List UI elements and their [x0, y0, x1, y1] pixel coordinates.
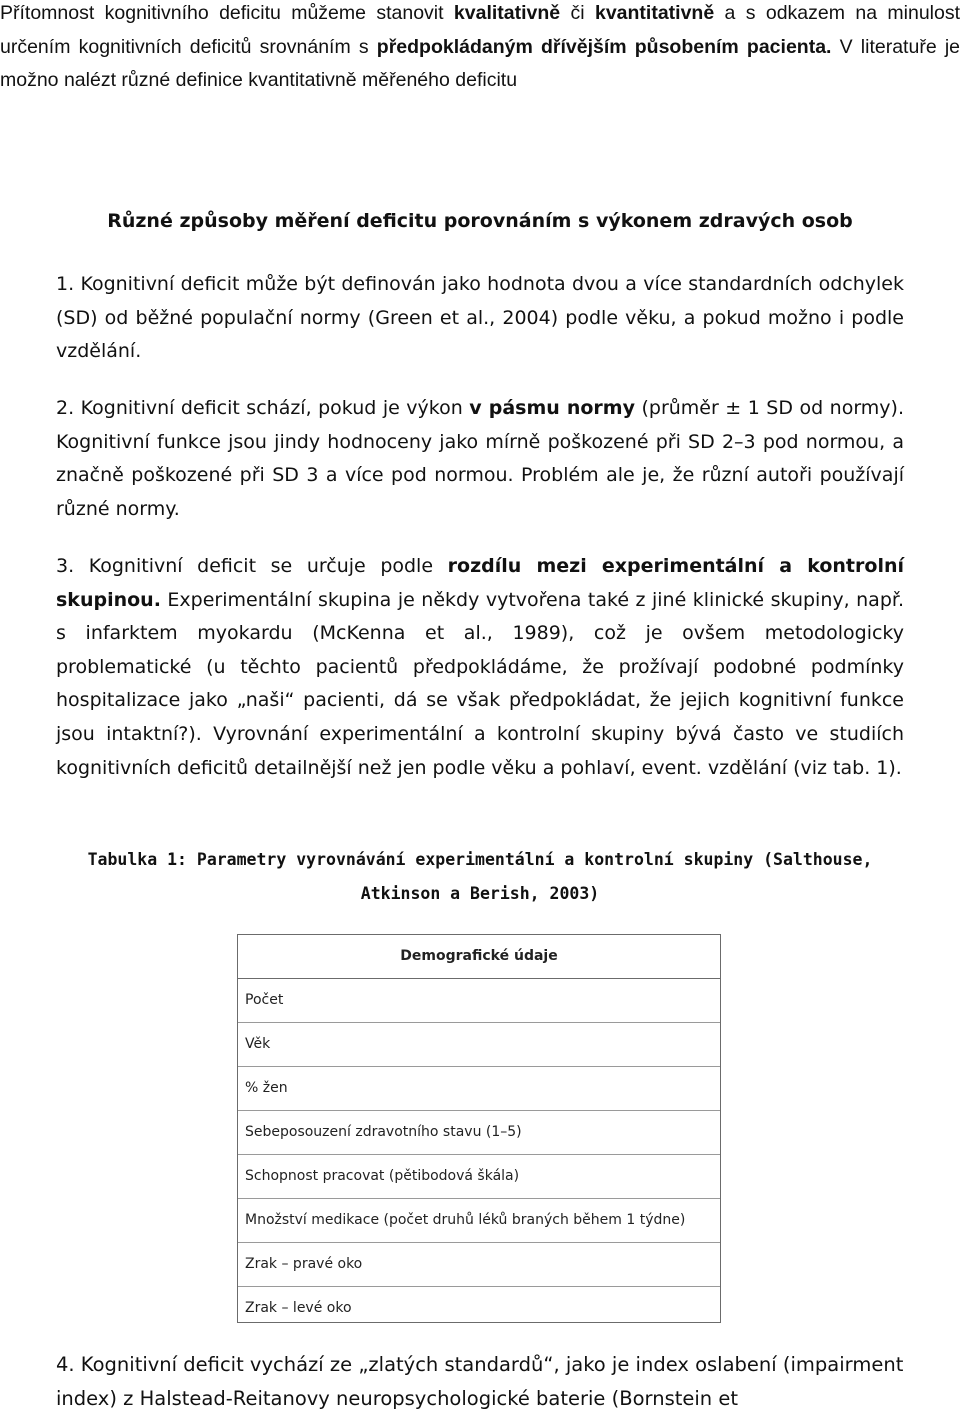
table-caption-line: Atkinson a Berish, 2003) [360, 884, 600, 903]
item-text: 2. Kognitivní deficit schází, pokud je výkon [56, 397, 470, 419]
item-bold: rozdílu mezi experimentální a kontrolní skupinou. [56, 555, 904, 611]
table-row: Sebeposouzení zdravotního stavu (1–5) [238, 1111, 720, 1155]
list-item-4: 4. Kognitivní deficit vychází ze „zlatých standardů“, jako je index oslabení (impairment index) z Halstead-Reitanovy neuropsychologické baterie (Bornstein et [56, 1353, 904, 1410]
table-row: Schopnost pracovat (pětibodová škála) [238, 1155, 720, 1199]
item-bold: v pásmu normy [469, 397, 635, 419]
intro-text: či [560, 2, 595, 24]
table-row: % žen [238, 1067, 720, 1111]
intro-text: V literatuře je možno nalézt různé definice kvantitativně měřeného deficitu [0, 35, 960, 92]
table-row: Zrak – pravé oko [238, 1243, 720, 1287]
intro-text: Přítomnost kognitivního deficitu můžeme stanovit [0, 2, 454, 24]
table-caption [60, 843, 900, 911]
table-row: Věk [238, 1023, 720, 1067]
demographics-table [237, 934, 721, 1323]
table-caption-line: Tabulka 1: Parametry vyrovnávání experimentální a kontrolní skupiny (Salthouse, [87, 850, 873, 869]
section-heading: Různé způsoby měření deficitu porovnáním s výkonem zdravých osob [107, 210, 853, 232]
table-row: Množství medikace (počet druhů léků braných během 1 týdne) [238, 1199, 720, 1243]
intro-paragraph [0, 0, 960, 98]
item-text: (průměr ± 1 SD od normy). Kognitivní funkce jsou jindy hodnoceny jako mírně poškozené při SD 2–3 pod normou, a značně poškozené při SD 3 a více pod normou. Problém ale je, že různí autoři používají různé normy. [56, 397, 905, 520]
intro-text: a s odkazem na minulost určením kognitivních deficitů srovnáním s [0, 2, 960, 58]
table-row: Zrak – levé oko [245, 1300, 352, 1316]
list-item-3 [56, 550, 904, 785]
list-item-1: 1. Kognitivní deficit může být definován jako hodnota dvou a více standardních odchylek (SD) od běžné populační normy (Green et al., 2004) podle věku, a pokud možno i podle vzdělání. [56, 273, 904, 363]
intro-bold-qualitative: kvalitativně [453, 2, 561, 24]
item-text: 3. Kognitivní deficit se určuje podle [56, 555, 448, 577]
item-text: Experimentální skupina je někdy vytvořena také z jiné klinické skupiny, např. s infarktem myokardu (McKenna et al., 1989), což je ovšem metodologicky problematické (u těchto pacientů předpokládáme, že prožívají podobné podmínky hospitalizace jako „naši“ pacienti, dá se však předpokládat, že jejich kognitivní funkce jsou intaktní?). Vyrovnání experimentální a kontrolní skupiny bývá často ve studiích kognitivních deficitů detailnější než jen podle věku a pohlaví, event. vzdělání (viz tab. 1). [56, 588, 904, 779]
table-row: Počet [238, 979, 720, 1023]
intro-bold-quantitative: kvantitativně [594, 2, 715, 24]
list-item-2 [56, 392, 904, 526]
intro-bold-prior: předpokládaným dřívějším působením pacienta. [376, 35, 832, 58]
table-header: Demografické údaje [238, 935, 720, 979]
